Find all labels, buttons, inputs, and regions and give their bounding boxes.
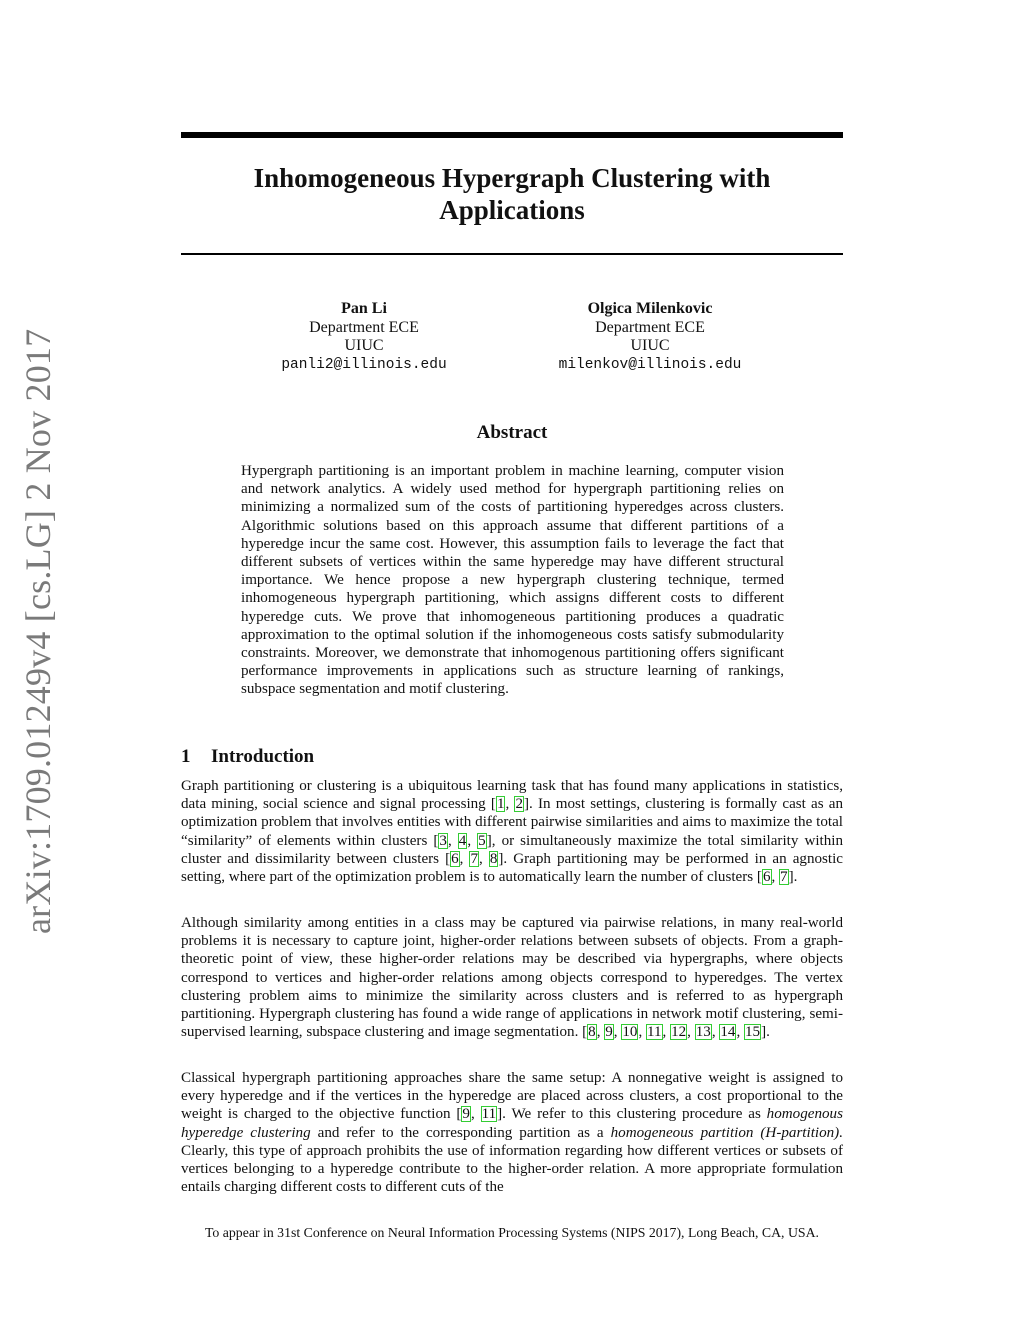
citation-link[interactable]: 7 bbox=[780, 869, 788, 886]
citation-link[interactable]: 8 bbox=[588, 1024, 596, 1041]
citation-link[interactable]: 1 bbox=[496, 796, 505, 813]
citation-link[interactable]: 8 bbox=[489, 850, 498, 867]
paper-title: Inhomogeneous Hypergraph Clustering with Applications bbox=[253, 163, 771, 225]
author-name: Pan Li bbox=[341, 300, 387, 317]
title-bottom-rule bbox=[181, 253, 843, 255]
author-block-1 bbox=[214, 300, 514, 374]
abstract-heading: Abstract bbox=[476, 422, 548, 443]
intro-paragraph-1: Graph partitioning or clustering is a ubiquitous learning task that has found many applications in statistics, data mining, social science and signal processing [1, 2]. In most settings, clustering is formally cast as an optimization problem that involves entities with different pairwise similarities and aims to maximize the total “similarity” of elements within clusters [3, 4, 5], or simultaneously maximize the total similarity within cluster and dissimilarity between clusters [6, 7, 8]. Graph partitioning may be performed in an agnostic setting, where part of the optimization problem is to automatically learn the number of clusters [6, 7]. bbox=[181, 778, 844, 886]
citation-link[interactable]: 15 bbox=[745, 1024, 761, 1041]
conference-footnote: To appear in 31st Conference on Neural Information Processing Systems (NIPS 2017), Long Beach, CA, USA. bbox=[204, 1225, 820, 1240]
author-email[interactable]: milenkov@illinois.edu bbox=[558, 356, 742, 373]
citation-link[interactable]: 14 bbox=[720, 1024, 736, 1041]
intro-paragraph-2: Although similarity among entities in a class may be captured via pairwise relations, in many real-world problems it is necessary to capture joint, higher-order relations between subsets of objects. From a graph-theoretic point of view, these higher-order relations may be described via hypergraphs, where objects correspond to vertices and higher-order relations among objects correspond to hyperedges. The vertex clustering problem aims to minimize the similarity across clusters and is referred to as hypergraph partitioning. Hypergraph clustering has found a wide range of applications in network motif clustering, semi-supervised learning, subspace clustering and image segmentation. [8, 9, 10, 11, 12, 13, 14, 15]. bbox=[181, 915, 843, 1041]
author-email[interactable]: panli2@illinois.edu bbox=[281, 356, 447, 373]
author-block-2 bbox=[500, 300, 800, 374]
author-department: Department ECE bbox=[309, 318, 419, 336]
citation-link[interactable]: 3 bbox=[439, 832, 447, 849]
section-heading-introduction bbox=[181, 746, 843, 768]
title-top-rule bbox=[181, 132, 843, 138]
author-name: Olgica Milenkovic bbox=[587, 300, 713, 317]
emphasis-term: homogenous hyperedge clustering bbox=[181, 1106, 843, 1141]
author-department: Department ECE bbox=[595, 318, 705, 336]
author-institution: UIUC bbox=[344, 337, 384, 354]
abstract-text: Hypergraph partitioning is an important problem in machine learning, computer vision and network analytics. A widely used method for hypergraph partitioning relies on minimizing a normalized sum of the costs of partitioning hyperedges across clusters. Algorithmic solutions based on this approach assume that different partitions of a hyperedge incur the same cost. However, this assumption fails to leverage the fact that different subsets of vertices within the same hyperedge may have different structural importance. We hence propose a new hypergraph clustering technique, termed inhomogeneous hypergraph partitioning, which assigns different costs to different hyperedge cuts. We prove that inhomogeneous partitioning produces a quadratic approximation to the optimal solution if the inhomogeneous costs satisfy submodularity constraints. Moreover, we demonstrate that inhomogenous partitioning offers significant performance improvements in applications such as structure learning of rankings, subspace segmentation and motif clustering. bbox=[241, 463, 784, 698]
citation-link[interactable]: 9 bbox=[462, 1106, 470, 1123]
citation-link[interactable]: 10 bbox=[622, 1024, 638, 1041]
citation-link[interactable]: 9 bbox=[605, 1024, 613, 1041]
section-number: 1 bbox=[181, 746, 191, 767]
citation-link[interactable]: 5 bbox=[478, 832, 486, 849]
citation-link[interactable]: 13 bbox=[695, 1024, 711, 1041]
citation-link[interactable]: 2 bbox=[515, 796, 523, 813]
citation-link[interactable]: 6 bbox=[762, 869, 771, 886]
author-institution: UIUC bbox=[630, 337, 670, 354]
citation-link[interactable]: 6 bbox=[451, 850, 459, 867]
citation-link[interactable]: 7 bbox=[470, 850, 479, 867]
emphasis-term: homogeneous partition (H-partition). bbox=[610, 1124, 843, 1141]
citation-link[interactable]: 4 bbox=[458, 832, 467, 849]
arxiv-stamp: arXiv:1709.01249v4 [cs.LG] 2 Nov 2017 bbox=[18, 328, 58, 934]
intro-paragraph-3: Classical hypergraph partitioning approaches share the same setup: A nonnegative weight is assigned to every hyperedge and if the vertices in the hyperedge are placed across clusters, a cost proportional to the weight is charged to the objective function [9, 11]. We refer to this clustering procedure as homogenous hyperedge clustering and refer to the corresponding partition as a homogeneous partition (H-partition). Clearly, this type of approach prohibits the use of information regarding how different vertices or subsets of vertices belonging to a hyperedge contribute to the higher-order relation. A more appropriate formulation entails charging different costs to different cuts of the bbox=[181, 1070, 843, 1196]
citation-link[interactable]: 12 bbox=[671, 1024, 687, 1041]
citation-link[interactable]: 11 bbox=[646, 1024, 662, 1041]
citation-link[interactable]: 11 bbox=[481, 1106, 497, 1123]
section-title: Introduction bbox=[211, 746, 315, 767]
